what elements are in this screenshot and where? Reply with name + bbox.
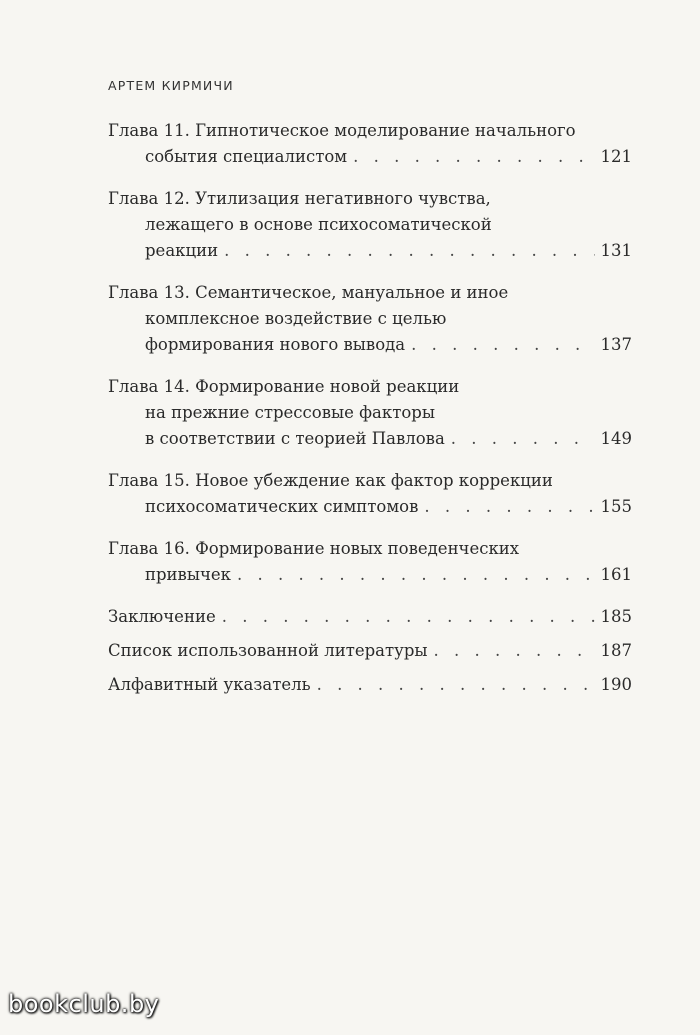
toc-entry-title-end: формирования нового вывода [145, 335, 406, 354]
toc-entry-title: комплексное воздействие с целью [145, 309, 447, 328]
dot-leader [411, 332, 594, 358]
toc-entry-index [108, 672, 632, 698]
toc-entry-conclusion [108, 604, 632, 630]
toc-entry-title-end: привычек [145, 565, 231, 584]
toc-entry-title-end: Список использованной литературы [108, 641, 428, 660]
page-number: 149 [600, 429, 632, 448]
toc-entry-chapter-12 [108, 186, 632, 264]
dot-leader [317, 672, 595, 698]
toc-entry-title: лежащего в основе психосоматической [145, 215, 492, 234]
toc-entry-title-end: события специалистом [145, 147, 348, 166]
page-number: 155 [600, 497, 632, 516]
table-of-contents [108, 118, 632, 706]
page-number: 137 [600, 335, 632, 354]
toc-entry-references [108, 638, 632, 664]
running-head: АРТЕМ КИРМИЧИ [108, 78, 234, 93]
toc-entry-title-end: Алфавитный указатель [108, 675, 311, 694]
dot-leader [237, 562, 595, 588]
dot-leader [424, 494, 594, 520]
toc-entry-title: Глава 11. Гипнотическое моделирование начального [108, 121, 576, 140]
toc-entry-title-end: Заключение [108, 607, 216, 626]
toc-entry-chapter-11 [108, 118, 632, 170]
page-number: 187 [600, 641, 632, 660]
toc-entry-title: на прежние стрессовые факторы [145, 403, 435, 422]
dot-leader [222, 604, 595, 630]
toc-entry-title: Глава 16. Формирование новых поведенческих [108, 539, 520, 558]
watermark: bookclub.by [8, 990, 160, 1018]
toc-entry-title-end: в соответствии с теорией Павлова [145, 429, 445, 448]
page-number: 161 [600, 565, 632, 584]
dot-leader [224, 238, 594, 264]
toc-entry-title-end: психосоматических симптомов [145, 497, 419, 516]
dot-leader [451, 426, 595, 452]
page-number: 121 [600, 147, 632, 166]
toc-entry-title: Глава 14. Формирование новой реакции [108, 377, 460, 396]
toc-entry-chapter-16 [108, 536, 632, 588]
toc-entry-title: Глава 15. Новое убеждение как фактор коррекции [108, 471, 553, 490]
toc-entry-title: Глава 13. Семантическое, мануальное и иное [108, 283, 509, 302]
page-number: 190 [600, 675, 632, 694]
dot-leader [353, 144, 594, 170]
toc-entry-chapter-14 [108, 374, 632, 452]
page-number: 131 [600, 241, 632, 260]
toc-entry-chapter-15 [108, 468, 632, 520]
toc-entry-title-end: реакции [145, 241, 219, 260]
page-number: 185 [600, 607, 632, 626]
toc-entry-chapter-13 [108, 280, 632, 358]
dot-leader [434, 638, 595, 664]
toc-entry-title: Глава 12. Утилизация негативного чувства, [108, 189, 491, 208]
